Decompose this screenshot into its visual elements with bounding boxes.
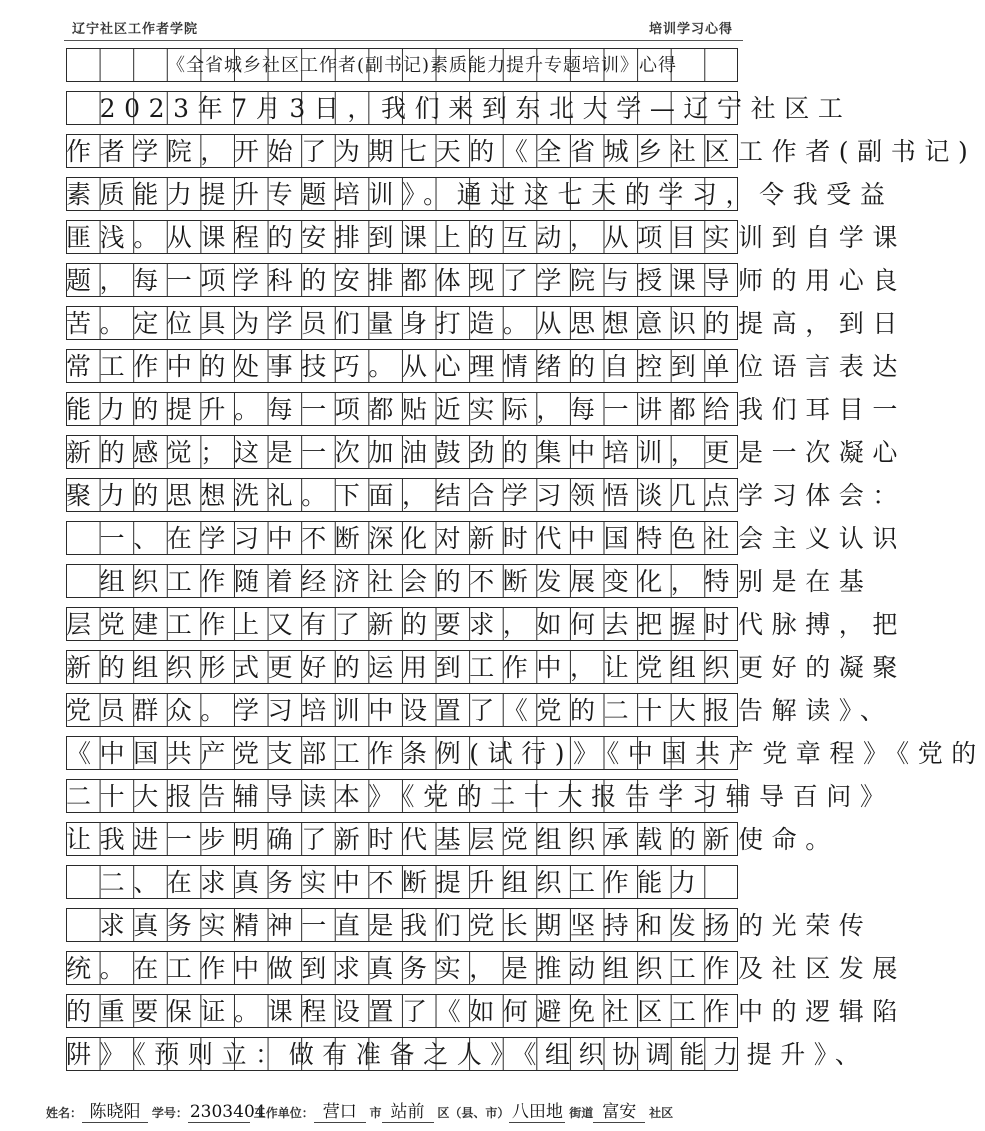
- essay-line: 让我进一步明确了新时代基层党组织承载的新使命。: [66, 825, 839, 854]
- essay-line: 《中国共产党支部工作条例(试行)》《中国共产党章程》《党的: [66, 739, 985, 768]
- essay-line: 匪浅。从课程的安排到课上的互动，从项目实训到自学课: [66, 223, 907, 252]
- grid-row: [66, 435, 907, 469]
- header-doc-title: 培训学习心得: [648, 22, 733, 37]
- grid-row: [66, 650, 907, 684]
- student-id-label: 学号：: [151, 1106, 188, 1120]
- grid-row: [66, 736, 985, 770]
- street-field: 八田地: [509, 1097, 565, 1123]
- grid-row: [66, 564, 873, 598]
- grid-row: [66, 349, 907, 383]
- essay-line: 统。在工作中做到求真务实，是推动组织工作及社区发展: [66, 954, 907, 983]
- work-unit-label: 工作单位：: [253, 1106, 314, 1120]
- essay-line: 能力的提升。每一项都贴近实际，每一讲都给我们耳目一: [66, 395, 907, 424]
- grid-row: [66, 177, 894, 211]
- grid-row: [66, 865, 738, 899]
- grid-row: [66, 607, 907, 641]
- essay-line: 组织工作随着经济社会的不断发展变化，特别是在基: [66, 567, 873, 596]
- header-divider: [64, 40, 743, 41]
- essay-line: 聚力的思想洗礼。下面，结合学习领悟谈几点学习体会：: [66, 481, 907, 510]
- essay-line: 阱》《预则立：做有准备之人》《组织协调能力提升》、: [66, 1040, 869, 1069]
- grid-row: [66, 478, 907, 512]
- community-field: 富安: [593, 1097, 645, 1123]
- grid-row: [66, 693, 894, 727]
- essay-line: 新的组织形式更好的运用到工作中，让党组织更好的凝聚: [66, 653, 907, 682]
- grid-row: [66, 134, 977, 168]
- city-field: 营口: [314, 1097, 366, 1123]
- essay-line: 2023年7月3日，我们来到东北大学—辽宁社区工: [66, 94, 852, 123]
- grid-row: [66, 822, 839, 856]
- writing-grid: [66, 48, 985, 1080]
- grid-row: [66, 951, 907, 985]
- essay-line: 常工作中的处事技巧。从心理情绪的自控到单位语言表达: [66, 352, 907, 381]
- grid-row: [66, 220, 907, 254]
- grid-row: [66, 1037, 869, 1071]
- essay-line: 新的感觉；这是一次加油鼓劲的集中培训，更是一次凝心: [66, 438, 907, 467]
- grid-row: [66, 994, 907, 1028]
- section-heading: 一、在学习中不断深化对新时代中国特色社会主义认识: [66, 524, 907, 553]
- grid-row: [66, 48, 738, 82]
- grid-row: [66, 91, 852, 125]
- essay-title: 《全省城乡社区工作者(副书记)素质能力提升专题培训》心得: [166, 55, 678, 76]
- student-id-field: 2303404: [189, 1102, 266, 1122]
- grid-row: [66, 908, 873, 942]
- section-heading: 二、在求真务实中不断提升组织工作能力: [66, 868, 705, 897]
- grid-row: [66, 263, 907, 297]
- footer-info: [46, 1097, 673, 1123]
- essay-line: 党员群众。学习培训中设置了《党的二十大报告解读》、: [66, 696, 894, 725]
- grid-row: [66, 779, 894, 813]
- grid-row: [66, 521, 907, 555]
- district-suffix: 区（县、市）: [437, 1106, 510, 1120]
- essay-line: 题，每一项学科的安排都体现了学院与授课导师的用心良: [66, 266, 907, 295]
- header-school-name: 辽宁社区工作者学院: [72, 22, 199, 37]
- essay-line: 素质能力提升专题培训》。通过这七天的学习，令我受益: [66, 180, 894, 209]
- city-suffix: 市: [369, 1106, 382, 1120]
- name-label: 姓名：: [46, 1106, 83, 1120]
- essay-line: 层党建工作上又有了新的要求，如何去把握时代脉搏，把: [66, 610, 907, 639]
- essay-line: 二十大报告辅导读本》《党的二十大报告学习辅导百问》: [66, 782, 894, 811]
- essay-line: 苦。定位具为学员们量身打造。从思想意识的提高，到日: [66, 309, 907, 338]
- district-field: 站前: [382, 1097, 434, 1123]
- community-suffix: 社区: [649, 1106, 674, 1120]
- essay-line: 求真务实精神一直是我们党长期坚持和发扬的光荣传: [66, 911, 873, 940]
- name-field: 陈晓阳: [82, 1097, 148, 1123]
- grid-row: [66, 306, 907, 340]
- essay-line: 作者学院，开始了为期七天的《全省城乡社区工作者(副书记): [66, 137, 977, 166]
- grid-row: [66, 392, 907, 426]
- street-suffix: 街道: [569, 1106, 594, 1120]
- essay-line: 的重要保证。课程设置了《如何避免社区工作中的逻辑陷: [66, 997, 907, 1026]
